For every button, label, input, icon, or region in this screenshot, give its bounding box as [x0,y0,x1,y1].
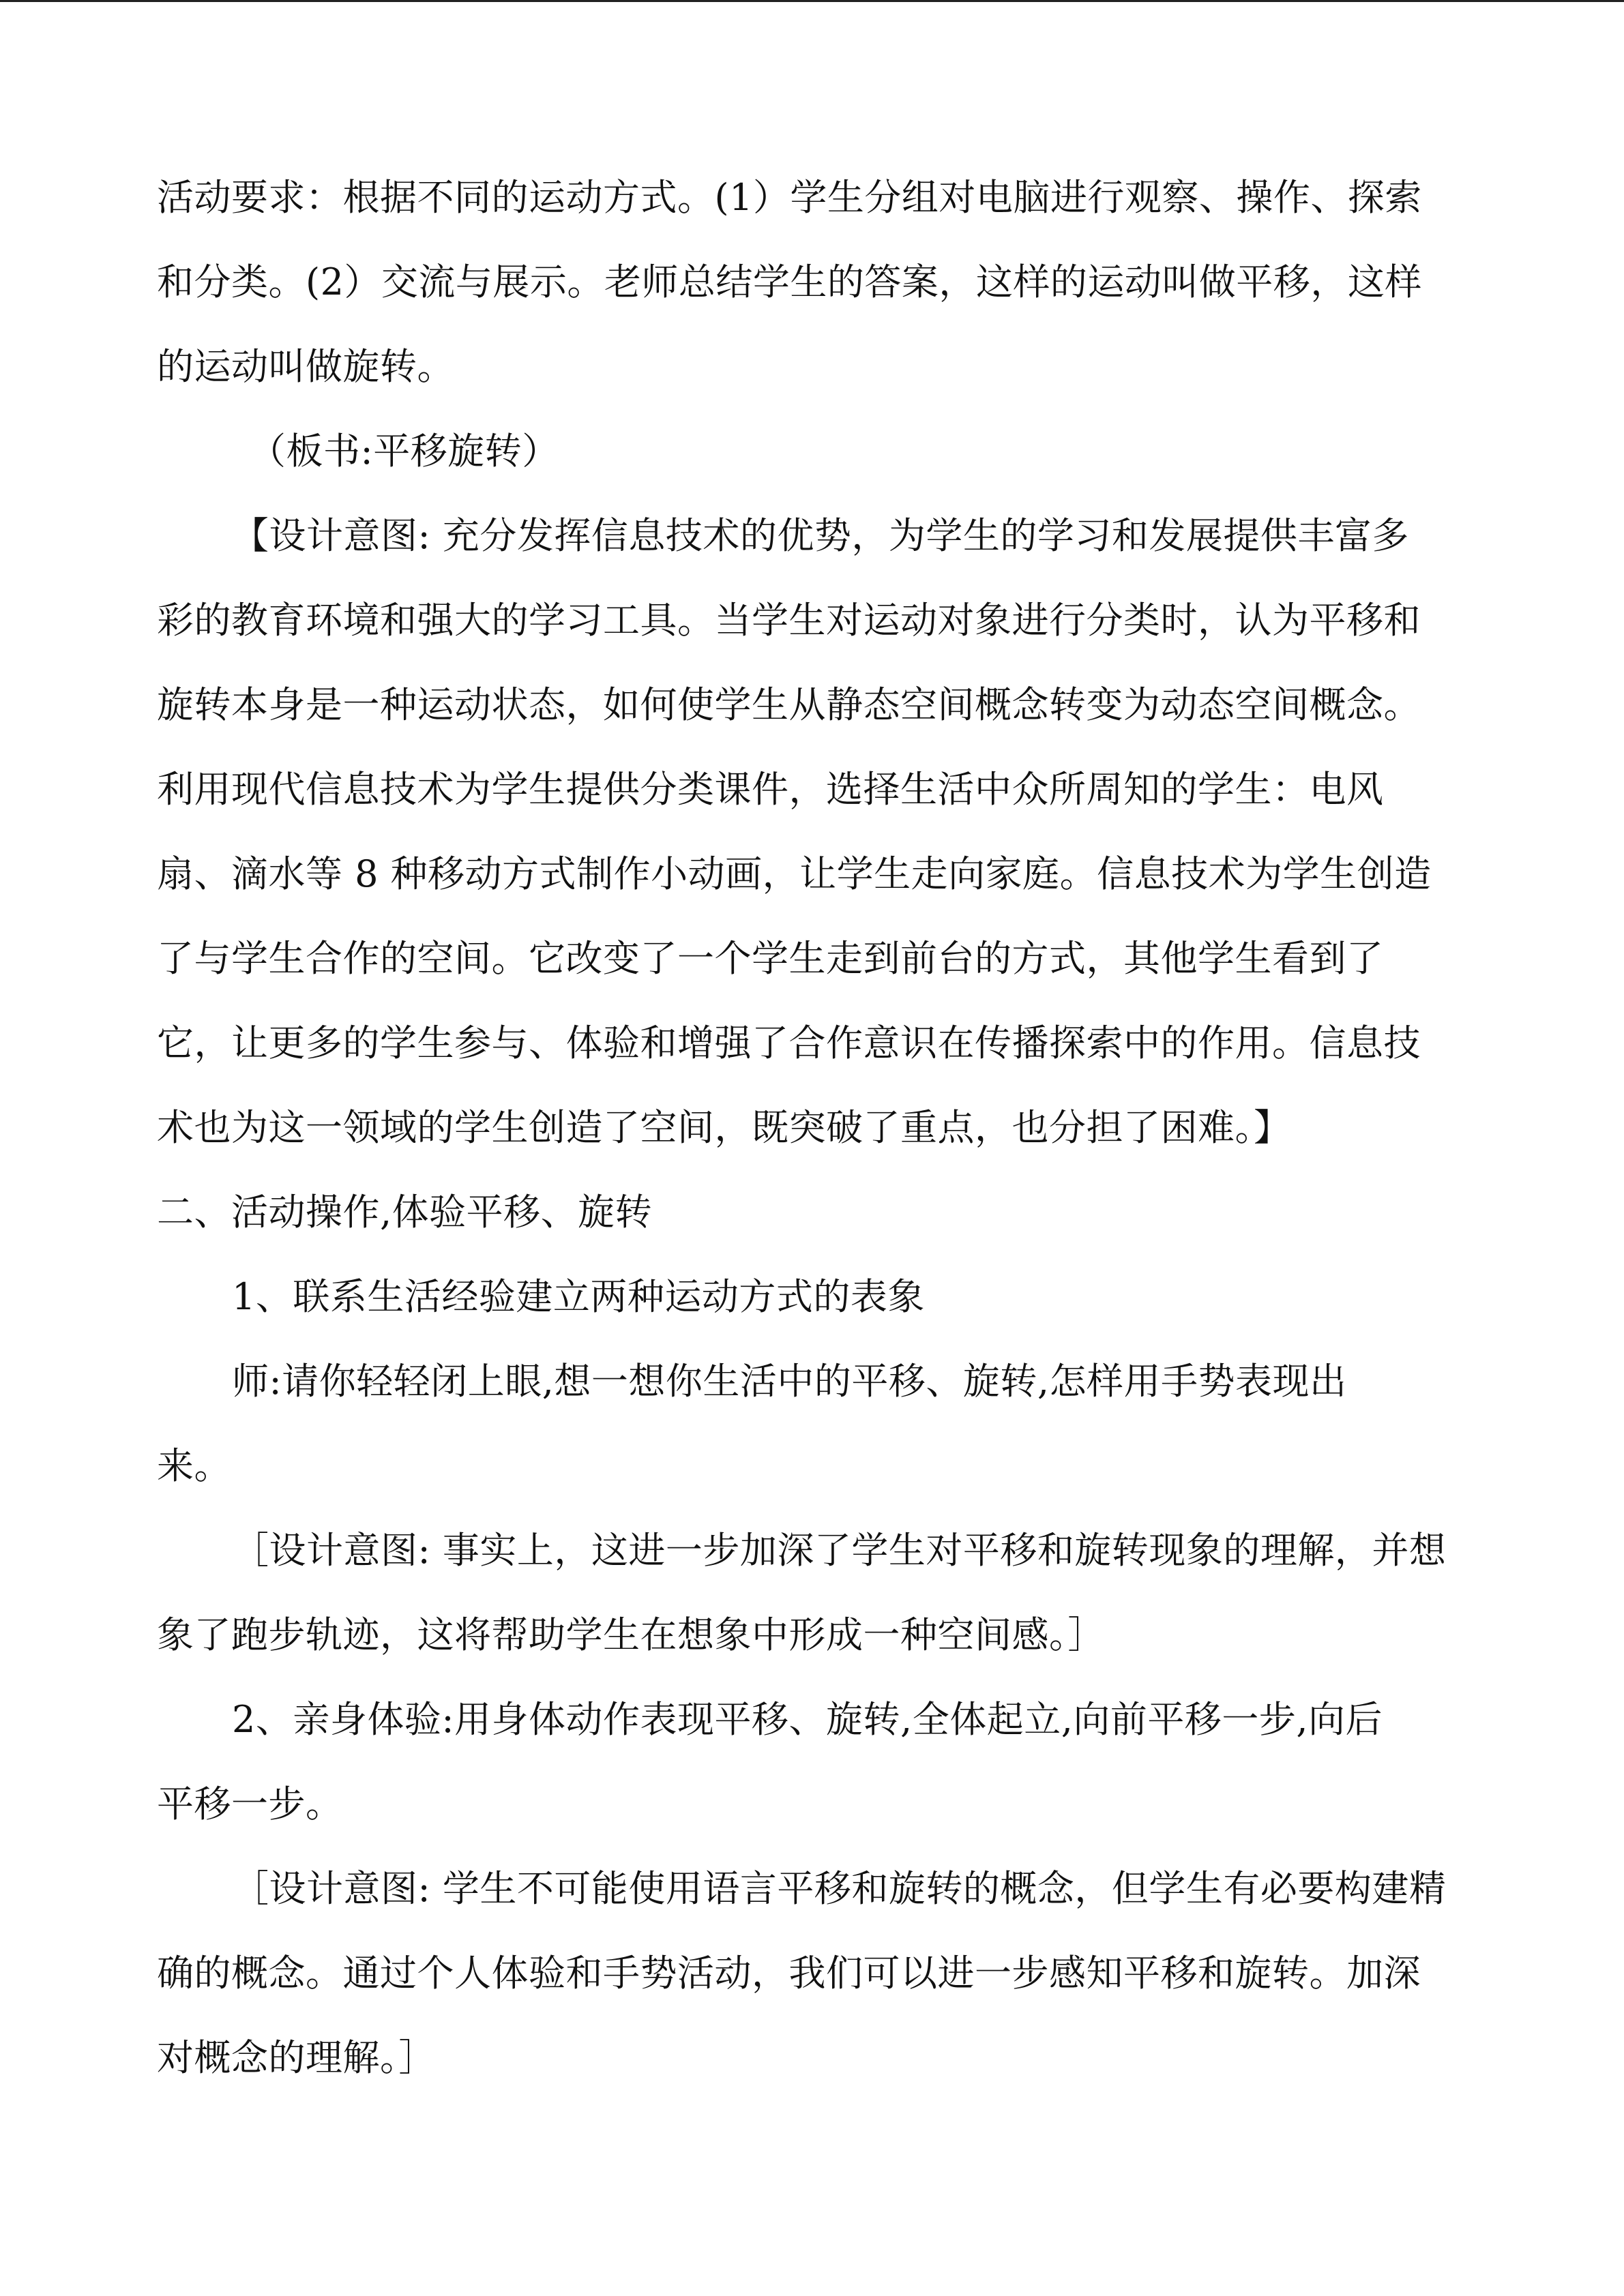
design-intent-1-line-4: 利用现代信息技术为学生提供分类课件，选择生活中众所周知的学生：电风 [157,768,1384,811]
teacher-prompt-line-1: 师:请你轻轻闭上眼,想一想你生活中的平移、旋转,怎样用手势表现出 [232,1360,1347,1403]
activity-requirement-line-2: 和分类。(2）交流与展示。老师总结学生的答案，这样的运动叫做平移，这样 [157,260,1422,303]
activity-requirement-line-3: 的运动叫做旋转。 [157,345,454,388]
blackboard-note: （板书:平移旋转） [249,430,559,473]
design-intent-2-line-2: 象了跑步轨迹，这将帮助学生在想象中形成一种空间感。］ [157,1613,1105,1656]
design-intent-1-line-6: 了与学生合作的空间。它改变了一个学生走到前台的方式，其他学生看到了 [157,937,1384,980]
subsection-heading-2-line-1: 2、亲身体验:用身体动作表现平移、旋转,全体起立,向前平移一步,向后 [232,1698,1383,1741]
design-intent-1-line-8: 术也为这一领域的学生创造了空间，既突破了重点，也分担了困难。】 [157,1106,1291,1149]
subsection-heading-1: 1、联系生活经验建立两种运动方式的表象 [232,1275,925,1318]
section-heading-2: 二、活动操作,体验平移、旋转 [157,1191,653,1234]
design-intent-3-line-1: ［设计意图: 学生不可能使用语言平移和旋转的概念，但学生有必要构建精 [232,1867,1447,1910]
design-intent-3-line-3: 对概念的理解。］ [157,2036,436,2079]
subsection-heading-2-line-2: 平移一步。 [157,1783,343,1825]
design-intent-3-line-2: 确的概念。通过个人体验和手势活动，我们可以进一步感知平移和旋转。加深 [157,1952,1421,1995]
design-intent-1-line-2: 彩的教育环境和强大的学习工具。当学生对运动对象进行分类时，认为平移和 [157,599,1421,642]
design-intent-1-line-1: 【设计意图: 充分发挥信息技术的优势，为学生的学习和发展提供丰富多 [232,514,1409,557]
design-intent-1-line-7: 它，让更多的学生参与、体验和增强了合作意识在传播探索中的作用。信息技 [157,1022,1421,1064]
activity-requirement-line-1: 活动要求：根据不同的运动方式。(1）学生分组对电脑进行观察、操作、探索 [157,176,1422,219]
design-intent-1-line-5: 扇、滴水等 8 种移动方式制作小动画，让学生走向家庭。信息技术为学生创造 [157,852,1432,895]
design-intent-2-line-1: ［设计意图: 事实上，这进一步加深了学生对平移和旋转现象的理解，并想 [232,1529,1447,1572]
design-intent-1-line-3: 旋转本身是一种运动状态，如何使学生从静态空间概念转变为动态空间概念。 [157,683,1421,726]
teacher-prompt-line-2: 来。 [157,1444,231,1487]
